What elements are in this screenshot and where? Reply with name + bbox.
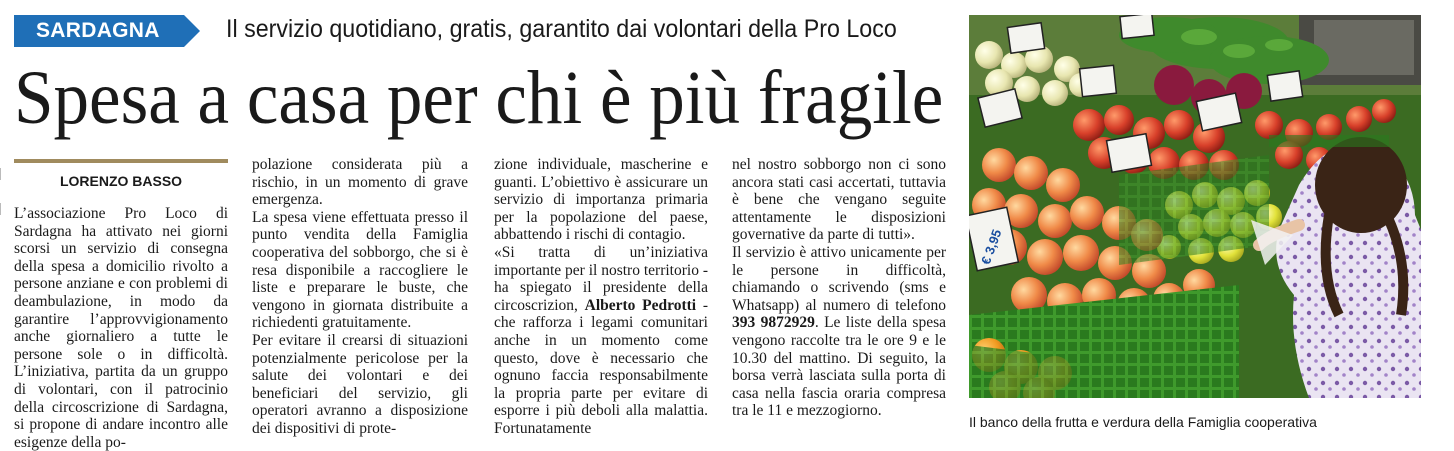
phone-number: 393 9872929 — [732, 314, 815, 332]
page-edge-mark — [0, 203, 7, 215]
article-column-4 — [732, 156, 946, 420]
quote-text: - che rafforza i legami comunitari anche in un momento come questo, dove è necessario che ognuno faccia responsabilmente la propria parte per evitare di esporre i più deboli alla malattia. Fortunatamente — [494, 296, 708, 437]
paragraph: polazione considerata più a rischio, in un momento di grave emergenza. — [252, 156, 468, 209]
section-tag-label: SARDAGNA — [36, 19, 160, 42]
byline-rule — [14, 159, 228, 163]
person-name: Alberto Pedrotti — [584, 296, 697, 314]
paragraph: La spesa viene effettuata presso il punto vendita della Famiglia cooperativa del sobborgo, che si è resa disponibile a raccogliere le liste e preparare le buste, che vengono in giornata distribuite a richiedenti gratuitamente. — [252, 208, 468, 332]
price-label: € 3,95 — [978, 227, 1005, 267]
produce-stand-photo — [969, 15, 1421, 398]
paragraph — [732, 244, 946, 420]
produce-stand-illustration — [969, 15, 1421, 398]
byline: LORENZO BASSO — [59, 173, 183, 189]
article-column-2 — [252, 156, 468, 438]
paragraph-text: Il servizio è attivo unicamente per le persone in difficoltà, chiamando o scrivendo (sms e Whatsapp) al numero di telefono — [732, 243, 946, 314]
paragraph: L’associazione Pro Loco di Sardagna ha attivato nei giorni scorsi un servizio di consegna della spesa a domicilio rivolto a persone anziane e con problemi di deambulazione, in modo da garantire l’approvvigionamento anche giornaliero a tutte le persone sole o in difficoltà. L’iniziativa, partita da un gruppo di volontari, con il patrocinio della circoscrizione di Sardagna, si propone di andare incontro alle esigenze della po- — [14, 205, 228, 451]
article-column-3 — [494, 156, 708, 438]
quote-text: «Si tratta di un’iniziativa importante per il nostro territorio - ha spiegato il presidente della circoscrizion, — [494, 243, 708, 314]
section-tag — [14, 15, 200, 47]
kicker: Il servizio quotidiano, gratis, garantito dai volontari della Pro Loco — [226, 15, 897, 43]
article-column-1 — [14, 205, 228, 451]
paragraph: Per evitare il crearsi di situazioni potenzialmente pericolose per la salute dei volontari e dei beneficiari del servizio, gli operatori avranno a disposizione dei dispositivi di prote- — [252, 331, 468, 437]
headline: Spesa a casa per chi è più fragile — [14, 56, 944, 140]
page-edge-mark — [0, 168, 7, 180]
paragraph-text: . Le liste della spesa vengono raccolte tra le ore 9 e le 10.30 del mattino. Di seguito, la borsa verrà lasciata sulla porta di casa nella fascia oraria compresa tra le 11 e mezzogiorno. — [732, 314, 947, 420]
paragraph: nel nostro sobborgo non ci sono ancora stati casi accertati, tuttavia è bene che vengano seguite attentamente le disposizioni governative da parte di tutti». — [732, 156, 946, 244]
paragraph-quote — [494, 244, 708, 438]
photo-caption: Il banco della frutta e verdura della Famiglia cooperativa — [969, 414, 1317, 430]
paragraph: zione individuale, mascherine e guanti. L’obiettivo è assicurare un servizio di importanza primaria per la popolazione del paese, abbattendo i rischi di contagio. — [494, 156, 708, 244]
